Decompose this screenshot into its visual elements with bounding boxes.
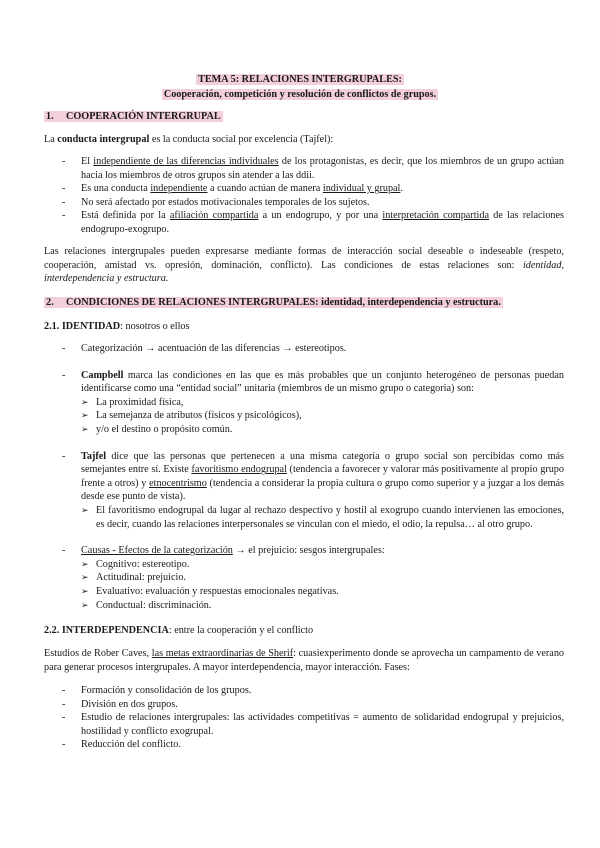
- sub-item: ➢ Actitudinal: prejuicio.: [63, 571, 564, 585]
- section-2-heading: 2. CONDICIONES DE RELACIONES INTERGRUPALES: identidad, interdependencia y estructura.: [46, 297, 501, 308]
- interdependencia-paragraph: Estudios de Rober Caves, las metas extraordinarias de Sherif: cuasiexperimento donde se aprovecha un campamento de verano para generar procesos intergrupales. A mayor interdependencia, mayor interacción. Fases:: [44, 648, 565, 673]
- section-1-number: 1.: [46, 111, 54, 122]
- section-1-list: [44, 155, 564, 237]
- list-item: - Campbell marca las condiciones en las que es más probables que un conjunto heterogéneo de personas puedan identificarse como una “entidad social” unitaria (miembros de un mismo grupo o categoría) son: ➢ La proximidad física, ➢ La semejanza de atributos (físicos y psicológicos), ➢ y/o el destino o propósito común.: [44, 369, 564, 437]
- title-line-1: TEMA 5: RELACIONES INTERGRUPALES:: [198, 74, 402, 85]
- tajfel-subpoint: [63, 504, 564, 531]
- list-item: - Estudio de relaciones intergrupales: las actividades competitivas = aumento de solidaridad endogrupal y prejuicios, hostilidad y conflicto exogrupal.: [44, 711, 564, 738]
- list-item: - Reducción del conflicto.: [44, 738, 564, 752]
- list-item: - Tajfel dice que las personas que pertenecen a una misma categoría o grupo social son percibidas como más semejantes entre sí. Existe favoritismo endogrupal (tendencia a favorecer y valorar más positivamente al propio grupo frente a otros) y etnocentrismo (tendencia a considerar la propia cultura o grupo como superior y a juzgar a los demás desde ese punto de vista). ➢ El favoritismo endogrupal da lugar al rechazo despectivo y hostil al exogrupo cuando intervienen las emociones, es decir, cuando las relaciones interpersonales se vinculan con el miedo, el odio, la repulsa… al otro grupo.: [44, 450, 564, 532]
- list-item: - Categorización → acentuación de las diferencias → estereotipos.: [44, 342, 564, 356]
- sub-item: ➢ Evaluativo: evaluación y respuestas emocionales negativas.: [63, 585, 564, 599]
- term-conducta-intergrupal: conducta intergrupal: [57, 134, 150, 145]
- section-1-title: COOPERACIÓN INTERGRUPAL: [66, 111, 221, 122]
- list-item: - Causas - Efectos de la categorización → el prejuicio: sesgos intergrupales: ➢ Cognitivo: estereotipo. ➢ Actitudinal: prejuicio. ➢ Evaluativo: evaluación y respuestas emocionales negativas. ➢ Conductual: discriminación.: [44, 544, 564, 612]
- fases-list: [44, 684, 564, 752]
- sesgos-list: [63, 558, 564, 612]
- sub-item: ➢ Conductual: discriminación.: [63, 599, 564, 613]
- list-item: - Formación y consolidación de los grupos.: [44, 684, 564, 698]
- section-1-paragraph: Las relaciones intergrupales pueden expresarse mediante formas de interacción social deseable o indeseable (respeto, cooperación, amistad vs. opresión, dominación, conflicto). Las condiciones de estas relaciones son: identidad, interdependencia y estructura.: [44, 246, 564, 285]
- section-1-intro: La conducta intergrupal es la conducta social por excelencia (Tajfel):: [44, 134, 334, 145]
- section-2-number: 2.: [46, 297, 54, 308]
- list-item: - División en dos grupos.: [44, 698, 564, 712]
- subsection-2-1-heading: 2.1. IDENTIDAD: nosotros o ellos: [44, 321, 190, 332]
- list-item: - No será afectado por estados motivacionales temporales de los sujetos.: [44, 196, 564, 210]
- list-item: - El independiente de las diferencias individuales de los protagonistas, es decir, que los miembros de un grupo actúan hacia los miembros de otros grupos sin atender a las ddii.: [44, 155, 564, 182]
- title-line-2: Cooperación, competición y resolución de conflictos de grupos.: [163, 88, 437, 100]
- section-2-title: CONDICIONES DE RELACIONES INTERGRUPALES: [66, 297, 316, 308]
- subsection-2-2-heading: 2.2. INTERDEPENDENCIA: entre la cooperación y el conflicto: [44, 625, 314, 636]
- list-item: - Es una conducta independiente a cuando actúan de manera individual y grupal.: [44, 182, 564, 196]
- sub-item: ➢ La semejanza de atributos (físicos y psicológicos),: [63, 409, 564, 423]
- section-1-heading: [44, 110, 564, 124]
- sub-item: ➢ y/o el destino o propósito común.: [63, 423, 564, 437]
- sub-item: ➢ El favoritismo endogrupal da lugar al rechazo despectivo y hostil al exogrupo cuando intervienen las emociones, es decir, cuando las relaciones interpersonales se vinculan con el miedo, el odio, la repulsa… al otro grupo.: [63, 504, 564, 531]
- sub-item: ➢ La proximidad física,: [63, 396, 564, 410]
- identidad-list: [44, 342, 564, 612]
- document-title: [0, 73, 600, 101]
- campbell-conditions: [63, 396, 564, 437]
- list-item: - Está definida por la afiliación compartida a un endogrupo, y por una interpretación compartida de las relaciones endogrupo-exogrupo.: [44, 209, 564, 236]
- sub-item: ➢ Cognitivo: estereotipo.: [63, 558, 564, 572]
